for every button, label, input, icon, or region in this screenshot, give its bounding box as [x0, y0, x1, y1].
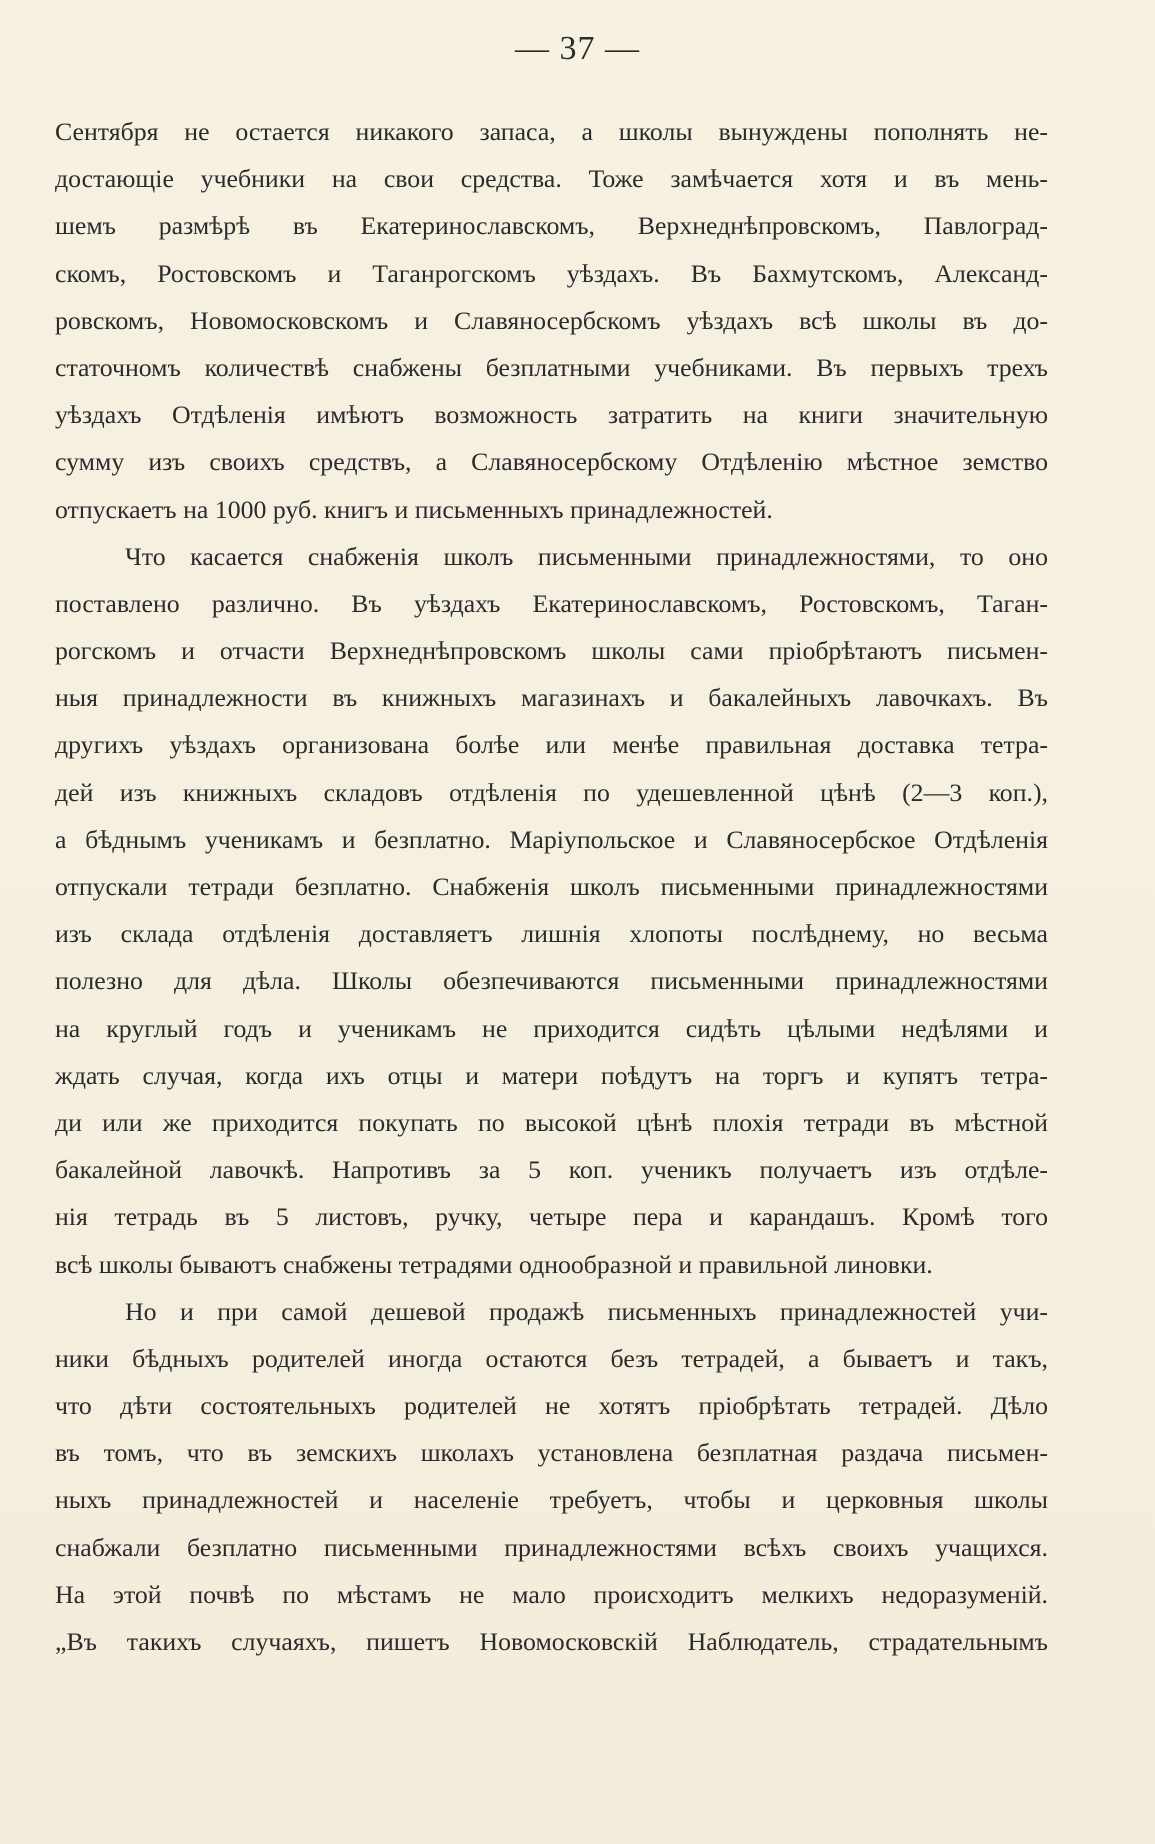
text-line: Что касается снабженія школъ письменными принадлежностями, то оно [125, 541, 1048, 571]
page-number: — 37 — [515, 30, 640, 67]
text-line: сумму изъ своихъ средствъ, а Славяносербскому Отдѣленію мѣстное земство [55, 447, 1048, 477]
text-line: что дѣти состоятельныхъ родителей не хотятъ пріобрѣтать тетрадей. Дѣло [55, 1391, 1048, 1421]
text-line: другихъ уѣздахъ организована болѣе или менѣе правильная доставка тетра- [55, 730, 1048, 760]
body-text [55, 108, 1048, 1665]
text-line: ники бѣдныхъ родителей иногда остаются безъ тетрадей, а бываетъ и такъ, [55, 1343, 1048, 1373]
text-line: „Въ такихъ случаяхъ, пишетъ Новомосковскій Наблюдатель, страдательнымъ [55, 1627, 1048, 1656]
text-line: рогскомъ и отчасти Верхнеднѣпровскомъ школы сами пріобрѣтаютъ письмен- [55, 636, 1048, 666]
text-line: полезно для дѣла. Школы обезпечиваются письменными принадлежностями [55, 966, 1048, 996]
text-line: ныя принадлежности въ книжныхъ магазинахъ и бакалейныхъ лавочкахъ. Въ [55, 683, 1048, 713]
text-line: Сентября не остается никакого запаса, а школы вынуждены пополнять не- [55, 117, 1048, 146]
text-line: На этой почвѣ по мѣстамъ не мало происходитъ мелкихъ недоразуменій. [55, 1579, 1048, 1609]
text-line: ровскомъ, Новомосковскомъ и Славяносербскомъ уѣздахъ всѣ школы въ до- [55, 305, 1048, 335]
text-line: ждать случая, когда ихъ отцы и матери поѣдутъ на торгъ и купятъ тетра- [55, 1060, 1048, 1090]
text-line: отпускаетъ на 1000 руб. книгъ и письменныхъ принадлежностей. [55, 494, 773, 524]
text-line: нія тетрадь въ 5 листовъ, ручку, четыре пера и карандашъ. Кромѣ того [55, 1202, 1048, 1232]
text-line: ди или же приходится покупать по высокой цѣнѣ плохія тетради въ мѣстной [55, 1107, 1048, 1137]
text-line: отпускали тетради безплатно. Снабженія школъ письменными принадлежностями [55, 872, 1048, 901]
text-line: въ томъ, что въ земскихъ школахъ установлена безплатная раздача письмен- [55, 1438, 1048, 1468]
text-line: а бѣднымъ ученикамъ и безплатно. Маріупольское и Славяносербское Отдѣленія [55, 824, 1048, 854]
text-line: дей изъ книжныхъ складовъ отдѣленія по удешевленной цѣнѣ (2—3 коп.), [55, 777, 1048, 807]
text-line: изъ склада отдѣленія доставляетъ лишнія хлопоты послѣднему, но весьма [55, 919, 1048, 949]
text-line: статочномъ количествѣ снабжены безплатными учебниками. Въ первыхъ трехъ [55, 352, 1048, 382]
text-line: скомъ, Ростовскомъ и Таганрогскомъ уѣздахъ. Въ Бахмутскомъ, Александ- [55, 258, 1048, 288]
text-line: бакалейной лавочкѣ. Напротивъ за 5 коп. ученикъ получаетъ изъ отдѣле- [55, 1155, 1048, 1185]
text-line: всѣ школы бываютъ снабжены тетрадями однообразной и правильной линовки. [55, 1249, 933, 1279]
text-line: ныхъ принадлежностей и населеніе требуетъ, чтобы и церковныя школы [55, 1485, 1048, 1515]
text-line: поставлено различно. Въ уѣздахъ Екатеринославскомъ, Ростовскомъ, Таган- [55, 588, 1048, 618]
text-line: Но и при самой дешевой продажѣ письменныхъ принадлежностей учи- [125, 1296, 1048, 1326]
text-line: достающіе учебники на свои средства. Тоже замѣчается хотя и въ мень- [55, 164, 1048, 194]
text-line: снабжали безплатно письменными принадлежностями всѣхъ своихъ учащихся. [55, 1532, 1048, 1562]
text-line: уѣздахъ Отдѣленія имѣютъ возможность затратить на книги значительную [55, 400, 1048, 430]
text-line: шемъ размѣрѣ въ Екатеринославскомъ, Верхнеднѣпровскомъ, Павлоград- [55, 211, 1048, 241]
text-line: на круглый годъ и ученикамъ не приходится сидѣть цѣлыми недѣлями и [55, 1013, 1048, 1043]
